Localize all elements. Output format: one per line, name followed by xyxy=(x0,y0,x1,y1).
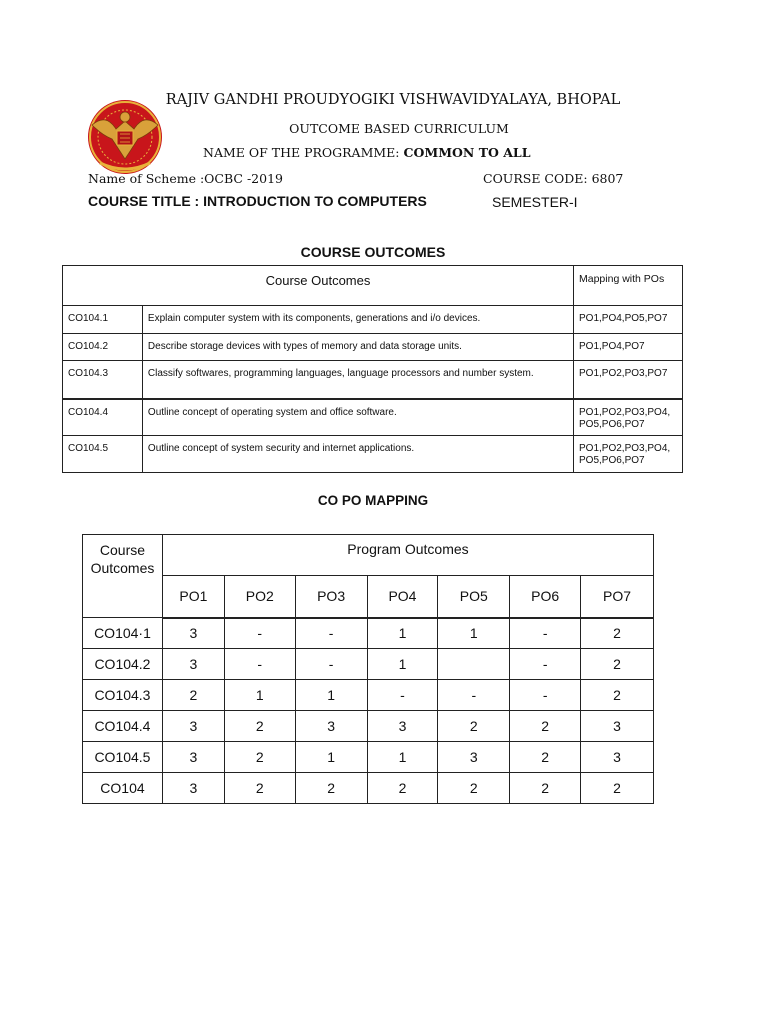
programme-label: NAME OF THE PROGRAMME: xyxy=(203,145,400,160)
po-value: 2 xyxy=(581,649,654,680)
po-value: 3 xyxy=(367,711,438,742)
po-value: 2 xyxy=(510,742,581,773)
program-outcomes-group-header: Program Outcomes xyxy=(162,535,653,576)
po-value: 2 xyxy=(162,680,224,711)
po-value: 3 xyxy=(162,649,224,680)
po-value: 3 xyxy=(162,742,224,773)
po-value: 2 xyxy=(367,773,438,804)
po-header: PO7 xyxy=(581,576,654,618)
co-description: Classify softwares, programming languages, language processors and number system. xyxy=(142,361,573,399)
po-value: - xyxy=(510,649,581,680)
table-row xyxy=(63,399,683,436)
course-outcomes-col-header: Course Outcomes xyxy=(63,266,574,306)
scheme-name: Name of Scheme :OCBC -2019 xyxy=(88,171,283,186)
po-value: - xyxy=(510,680,581,711)
semester: SEMESTER-I xyxy=(492,194,578,210)
po-header: PO1 xyxy=(162,576,224,618)
co-code: CO104.3 xyxy=(63,361,143,399)
course-outcomes-corner-header: Course Outcomes xyxy=(83,535,163,618)
po-value: 2 xyxy=(224,742,295,773)
co-mapping: PO1,PO4,PO7 xyxy=(574,334,683,361)
po-value: 3 xyxy=(162,711,224,742)
po-value: 1 xyxy=(367,742,438,773)
programme-line xyxy=(203,145,531,160)
table-row xyxy=(63,334,683,361)
co-mapping: PO1,PO4,PO5,PO7 xyxy=(574,306,683,334)
po-value: - xyxy=(510,618,581,649)
table-row xyxy=(83,680,654,711)
po-value: 2 xyxy=(224,711,295,742)
po-value: 3 xyxy=(581,711,654,742)
po-header: PO5 xyxy=(438,576,510,618)
course-outcomes-table xyxy=(62,265,683,473)
co-label: CO104 xyxy=(83,773,163,804)
co-code: CO104.4 xyxy=(63,399,143,436)
po-value: 2 xyxy=(510,773,581,804)
po-value: - xyxy=(224,649,295,680)
table-row xyxy=(83,649,654,680)
po-value: 1 xyxy=(438,618,510,649)
po-value: 1 xyxy=(367,618,438,649)
po-value: - xyxy=(367,680,438,711)
po-value: 2 xyxy=(295,773,367,804)
table-row xyxy=(83,742,654,773)
co-description: Outline concept of operating system and office software. xyxy=(142,399,573,436)
po-value: 1 xyxy=(295,742,367,773)
po-value: 3 xyxy=(581,742,654,773)
co-code: CO104.2 xyxy=(63,334,143,361)
co-label: CO104·1 xyxy=(83,618,163,649)
po-value: 2 xyxy=(438,773,510,804)
co-label: CO104.3 xyxy=(83,680,163,711)
university-name: RAJIV GANDHI PROUDYOGIKI VISHWAVIDYALAYA, BHOPAL xyxy=(165,92,621,108)
po-value: 2 xyxy=(581,773,654,804)
co-mapping: PO1,PO2,PO3,PO4, PO5,PO6,PO7 xyxy=(574,436,683,473)
table-row xyxy=(63,306,683,334)
po-value: 1 xyxy=(367,649,438,680)
po-value: 2 xyxy=(581,618,654,649)
curriculum-title: OUTCOME BASED CURRICULUM xyxy=(289,121,509,136)
table-row xyxy=(83,618,654,649)
po-value: 3 xyxy=(162,618,224,649)
po-header: PO3 xyxy=(295,576,367,618)
co-mapping: PO1,PO2,PO3,PO4, PO5,PO6,PO7 xyxy=(574,399,683,436)
table-row xyxy=(63,436,683,473)
po-value: 3 xyxy=(438,742,510,773)
course-outcomes-heading: COURSE OUTCOMES xyxy=(300,244,446,260)
co-description: Explain computer system with its components, generations and i/o devices. xyxy=(142,306,573,334)
po-header: PO2 xyxy=(224,576,295,618)
po-header-row xyxy=(83,576,654,618)
po-value: 3 xyxy=(295,711,367,742)
course-code: COURSE CODE: 6807 xyxy=(483,171,624,186)
co-mapping: PO1,PO2,PO3,PO7 xyxy=(574,361,683,399)
po-value: 2 xyxy=(438,711,510,742)
po-value: - xyxy=(295,649,367,680)
mapping-col-header: Mapping with POs xyxy=(574,266,683,306)
po-value: 1 xyxy=(295,680,367,711)
co-description: Describe storage devices with types of memory and data storage units. xyxy=(142,334,573,361)
co-label: CO104.5 xyxy=(83,742,163,773)
co-label: CO104.2 xyxy=(83,649,163,680)
po-value: 2 xyxy=(510,711,581,742)
po-value: 1 xyxy=(224,680,295,711)
co-description: Outline concept of system security and internet applications. xyxy=(142,436,573,473)
table-header-row xyxy=(83,535,654,576)
po-value: 2 xyxy=(581,680,654,711)
co-code: CO104.1 xyxy=(63,306,143,334)
po-value: - xyxy=(224,618,295,649)
programme-value: COMMON TO ALL xyxy=(403,145,531,160)
copo-mapping-table xyxy=(82,534,654,804)
po-value: 3 xyxy=(162,773,224,804)
po-header: PO4 xyxy=(367,576,438,618)
po-value: - xyxy=(295,618,367,649)
table-row xyxy=(63,361,683,399)
table-row xyxy=(83,773,654,804)
po-value: - xyxy=(438,680,510,711)
po-value: 2 xyxy=(224,773,295,804)
po-header: PO6 xyxy=(510,576,581,618)
co-label: CO104.4 xyxy=(83,711,163,742)
po-value xyxy=(438,649,510,680)
table-row xyxy=(83,711,654,742)
copo-mapping-heading: CO PO MAPPING xyxy=(317,493,429,508)
course-title: COURSE TITLE : INTRODUCTION TO COMPUTERS xyxy=(88,193,427,209)
co-code: CO104.5 xyxy=(63,436,143,473)
table-header-row xyxy=(63,266,683,306)
